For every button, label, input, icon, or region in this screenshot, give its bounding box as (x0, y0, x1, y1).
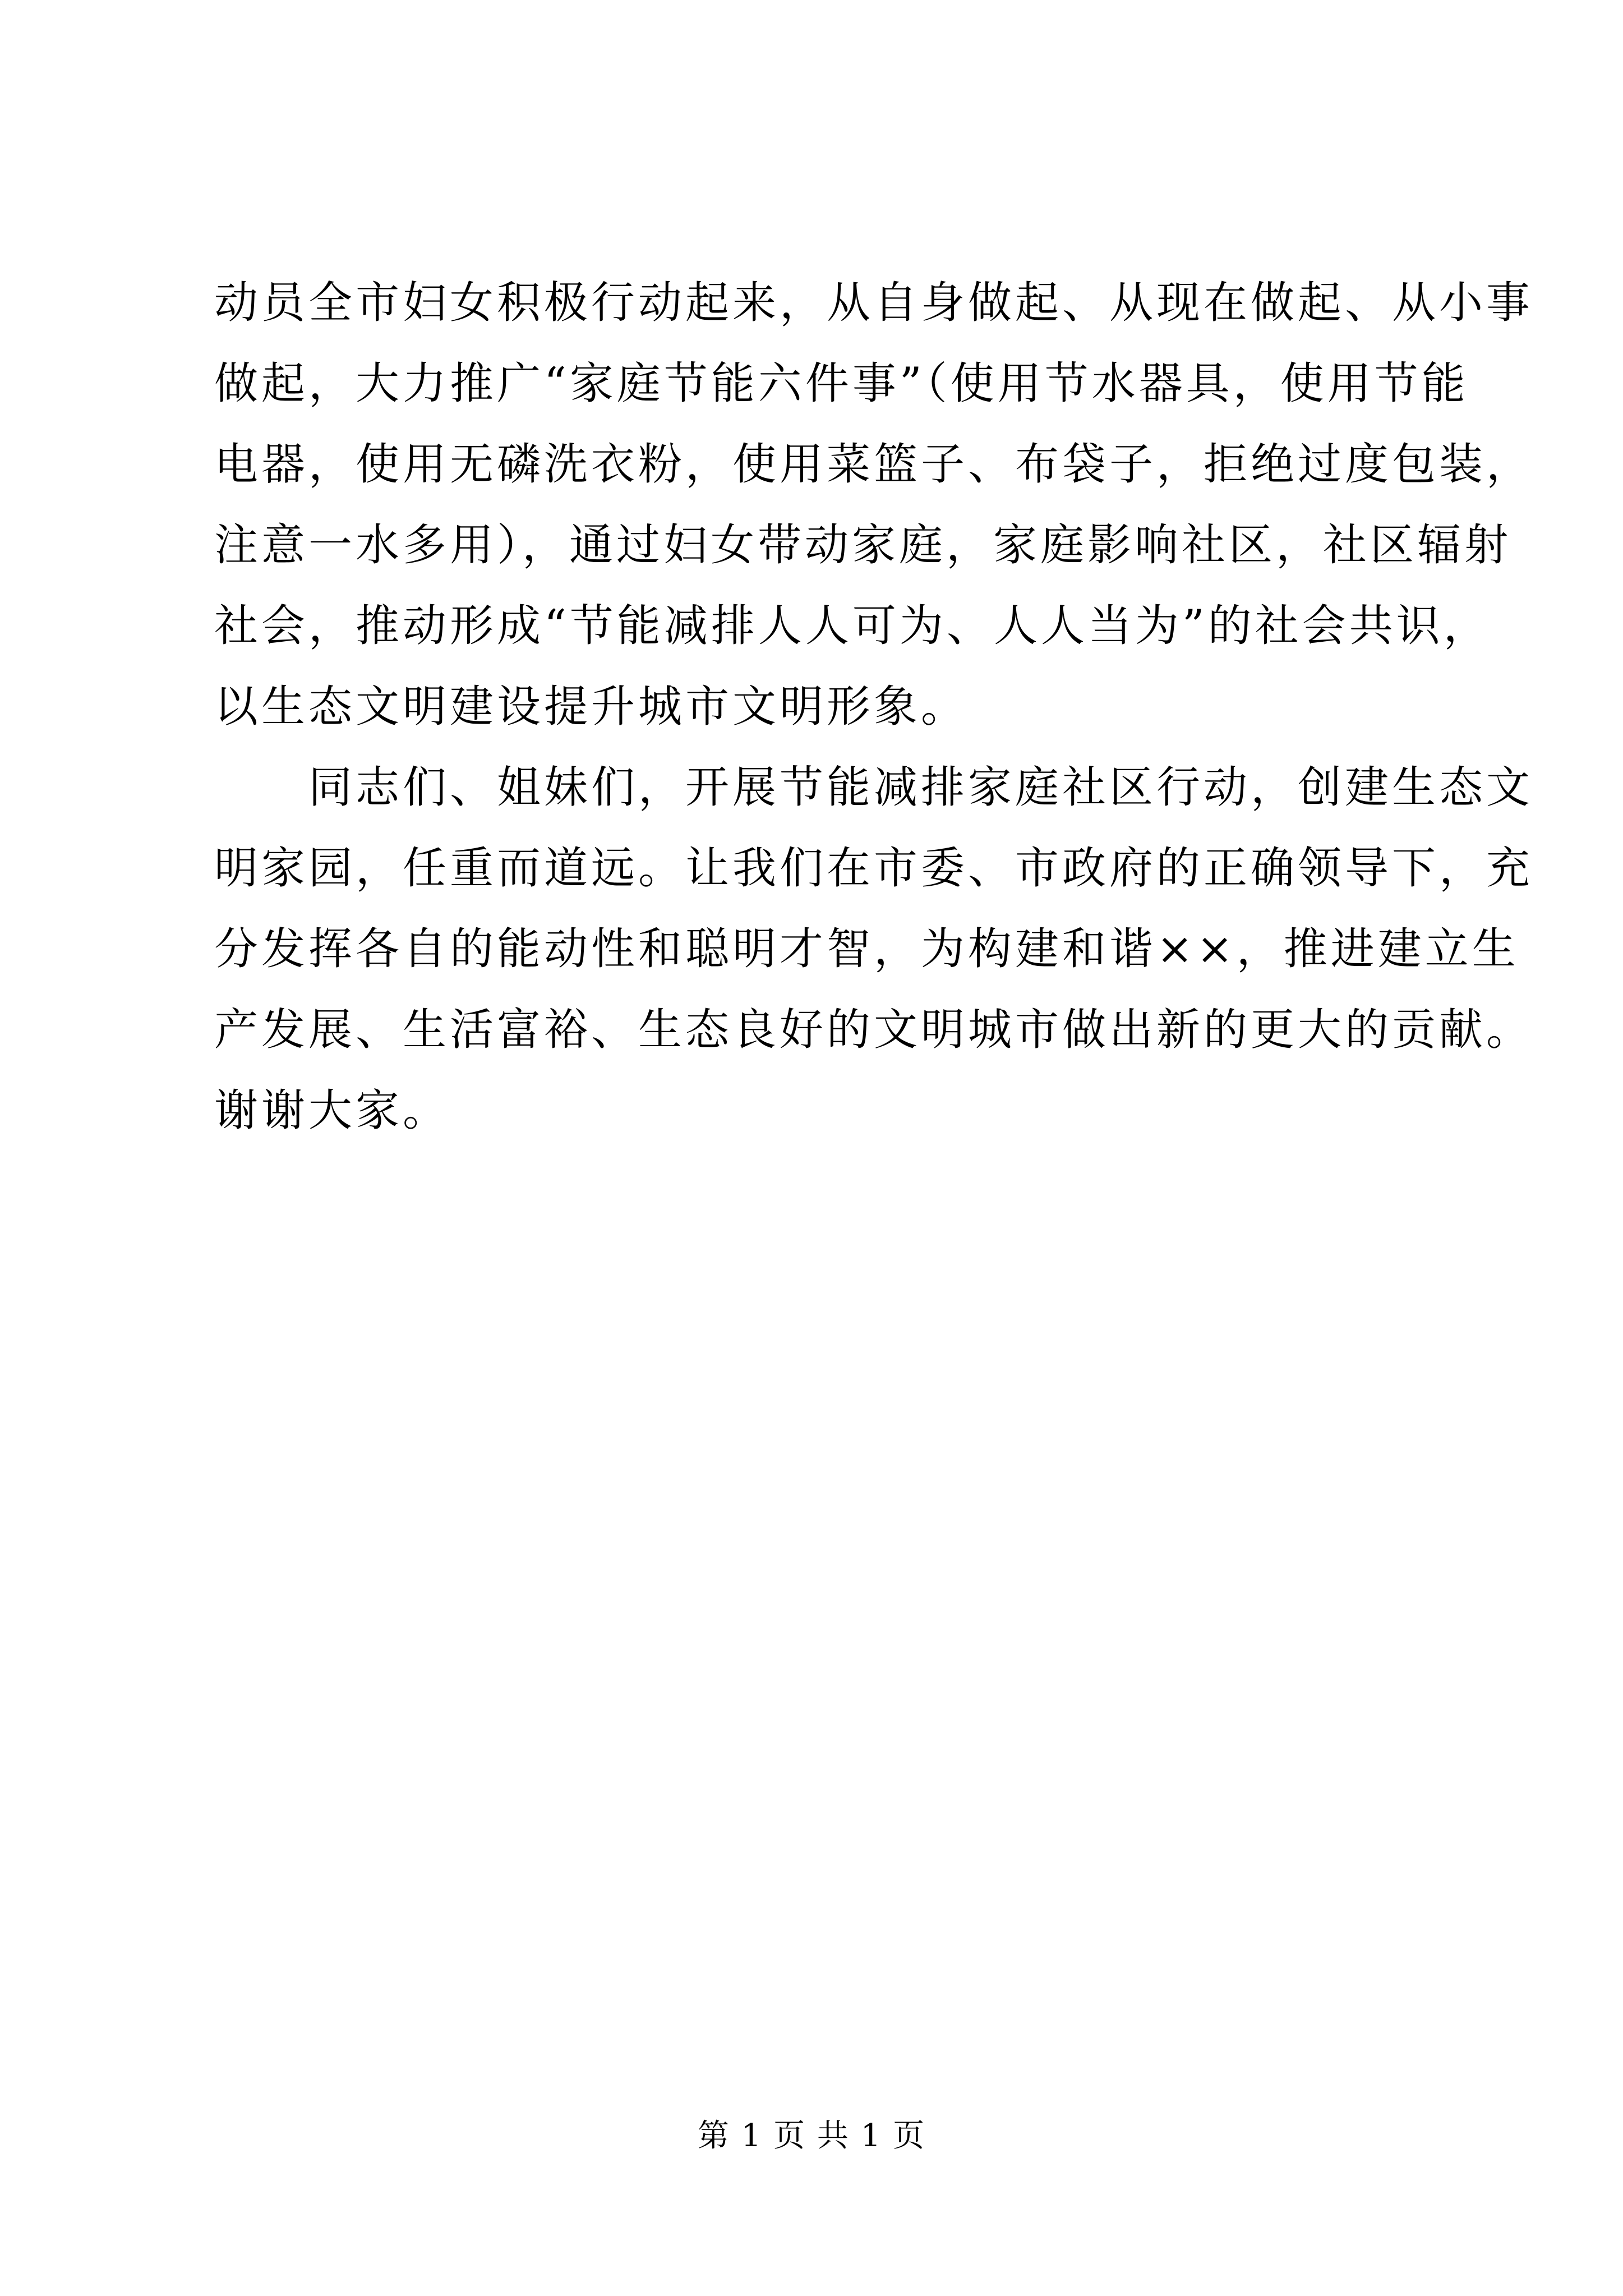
paragraph-1-line-1: 动员全市妇女积极行动起来，从自身做起、从现在做起、从小事 (214, 278, 1534, 328)
paragraph-1-line-5: 社会，推动形成“节能减排人人可为、人人当为”的社会共识， (214, 601, 1491, 651)
paragraph-1-line-2: 做起，大力推广“家庭节能六件事”（使用节水器具，使用节能 (214, 358, 1469, 409)
paragraph-2-line-1: 同志们、姐妹们，开展节能减排家庭社区行动，创建生态文 (308, 762, 1534, 813)
paragraph-1-line-3: 电器，使用无磷洗衣粉，使用菜篮子、布袋子，拒绝过度包装， (214, 439, 1534, 490)
paragraph-2-line-4: 产发展、生活富裕、生态良好的文明城市做出新的更大的贡献。 (214, 1005, 1534, 1055)
paragraph-2-line-2: 明家园，任重而道远。让我们在市委、市政府的正确领导下，充 (214, 843, 1534, 894)
paragraph-1 (214, 263, 1534, 747)
paragraph-1-line-6: 以生态文明建设提升城市文明形象。 (214, 682, 969, 732)
paragraph-2-line-3: 分发挥各自的能动性和聪明才智，为构建和谐××，推进建立生 (214, 924, 1519, 974)
paragraph-1-line-4: 注意一水多用），通过妇女带动家庭，家庭影响社区，社区辐射 (214, 520, 1512, 570)
paragraph-2-line-5: 谢谢大家。 (214, 1085, 450, 1136)
paragraph-2 (214, 747, 1534, 1151)
page-footer: 第 1 页 共 1 页 (697, 2118, 926, 2154)
document-body (214, 263, 1534, 1151)
